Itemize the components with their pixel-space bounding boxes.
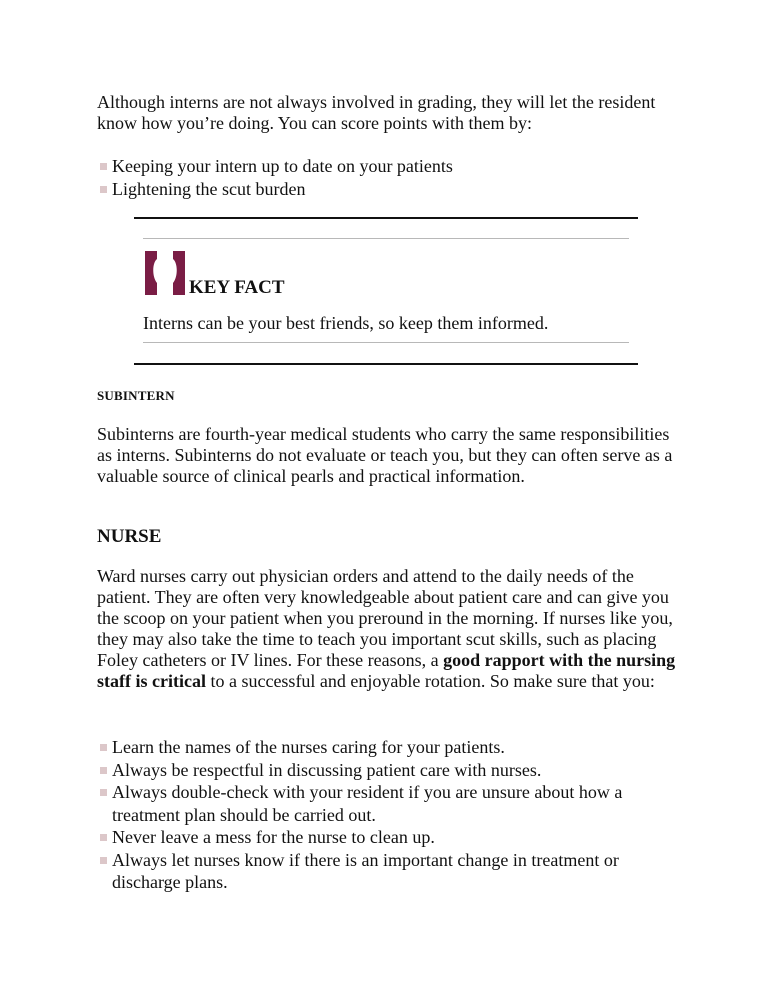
list-item: Never leave a mess for the nurse to clean up. [100, 826, 680, 849]
subintern-paragraph: Subinterns are fourth-year medical students who carry the same responsibilities as interns. Subinterns do not evaluate or teach you, but they can often serve as a valuable source of clinical pearls and practical information. [97, 424, 673, 486]
key-fact-inner-bottom-rule [143, 342, 629, 343]
bullet-square-icon [100, 857, 107, 864]
bullet-square-icon [100, 767, 107, 774]
key-fact-inner-top-rule [143, 238, 629, 239]
list-item: Always double-check with your resident if you are unsure about how a treatment plan should be carried out. [100, 781, 657, 826]
list-item: Keeping your intern up to date on your patients [100, 155, 680, 178]
list-item: Learn the names of the nurses caring for your patients. [100, 736, 680, 759]
intern-tips-list [100, 155, 680, 200]
bullet-square-icon [100, 186, 107, 193]
bullet-square-icon [100, 744, 107, 751]
list-item: Always let nurses know if there is an important change in treatment or discharge plans. [100, 849, 657, 894]
intro-paragraph: Although interns are not always involved in grading, they will let the resident know how you’re doing. You can score points with them by: [97, 92, 656, 133]
key-fact-text: Interns can be your best friends, so keep them informed. [143, 313, 549, 333]
bullet-square-icon [100, 163, 107, 170]
key-fact-title: KEY FACT [189, 277, 285, 298]
key-fact-bottom-rule [134, 363, 638, 365]
nurse-emphasis: good rapport with the nursing staff is critical [97, 650, 676, 691]
list-item: Lightening the scut burden [100, 178, 680, 201]
subintern-heading: SUBINTERN [97, 388, 175, 403]
nurse-tips-list [100, 736, 680, 894]
nurse-heading: NURSE [97, 526, 162, 547]
nurse-paragraph: Ward nurses carry out physician orders and attend to the daily needs of the patient. They are often very knowledgeable about patient care and can give you the scoop on your patient when you preround in the morning. If nurses like you, they may also take the time to teach you important scut skills, such as placing Foley catheters or IV lines. For these reasons, a good rapport with the nursing staff is critical to a successful and enjoyable rotation. So make sure that you: [97, 566, 676, 691]
bullet-square-icon [100, 789, 107, 796]
key-fact-bracket-icon [143, 251, 187, 295]
bullet-square-icon [100, 834, 107, 841]
key-fact-top-rule [134, 217, 638, 219]
list-item: Always be respectful in discussing patient care with nurses. [100, 759, 680, 782]
